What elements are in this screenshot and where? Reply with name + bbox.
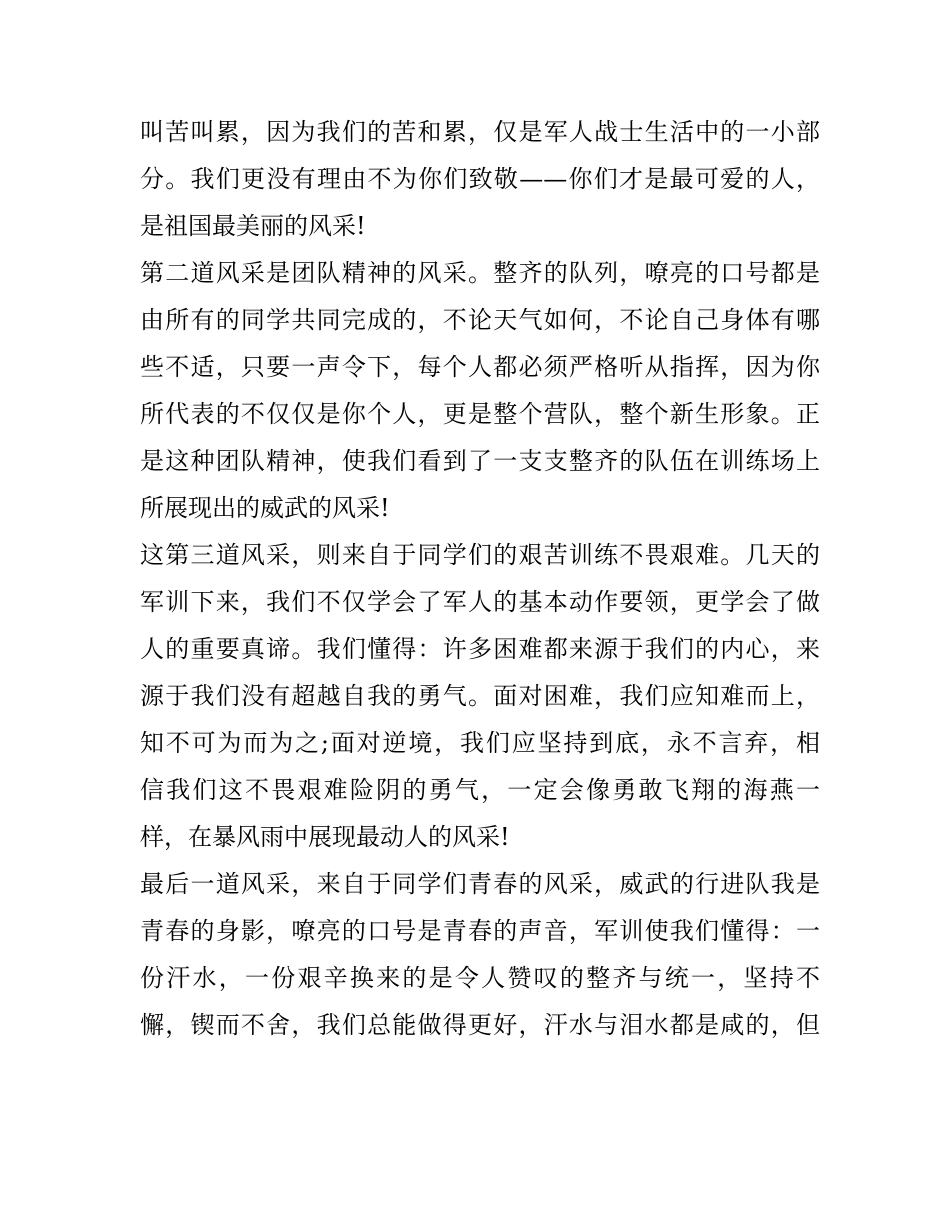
paragraph: [140, 109, 820, 250]
text-line: 份汗水，一份艰辛换来的是令人赞叹的整齐与统一，坚持不: [140, 964, 820, 992]
paragraph: [140, 532, 820, 861]
text-line: 青春的身影，嘹亮的口号是青春的声音，军训使我们懂得：一: [140, 917, 820, 945]
text-line: 这第三道风采，则来自于同学们的艰苦训练不畏艰难。几天的: [140, 541, 820, 569]
document-body: [140, 109, 820, 1049]
text-line: 军训下来，我们不仅学会了军人的基本动作要领，更学会了做: [140, 588, 820, 616]
text-line: 源于我们没有超越自我的勇气。面对困难，我们应知难而上，: [140, 682, 820, 710]
text-line: 所代表的不仅仅是你个人，更是整个营队，整个新生形象。正: [140, 400, 820, 428]
text-line: 样，在暴风雨中展现最动人的风采!: [140, 823, 510, 851]
paragraph: [140, 250, 820, 532]
text-line: 第二道风采是团队精神的风采。整齐的队列，嘹亮的口号都是: [140, 259, 820, 287]
text-line: 叫苦叫累，因为我们的苦和累，仅是军人战士生活中的一小部: [140, 118, 820, 146]
text-line: 信我们这不畏艰难险阴的勇气，一定会像勇敢飞翔的海燕一: [140, 776, 820, 804]
text-line: 由所有的同学共同完成的，不论天气如何，不论自己身体有哪: [140, 306, 820, 334]
paragraph: [140, 861, 820, 1049]
text-line: 分。我们更没有理由不为你们致敬——你们才是最可爱的人，: [140, 165, 820, 193]
text-line: 是这种团队精神，使我们看到了一支支整齐的队伍在训练场上: [140, 447, 820, 475]
text-line: 知不可为而为之;面对逆境，我们应坚持到底，永不言弃，相: [140, 729, 820, 757]
text-line: 人的重要真谛。我们懂得：许多困难都来源于我们的内心，来: [140, 635, 820, 663]
text-line: 所展现出的威武的风采!: [140, 494, 390, 522]
text-line: 是祖国最美丽的风采!: [140, 212, 366, 240]
text-line: 些不适，只要一声令下，每个人都必须严格听从指挥，因为你: [140, 353, 820, 381]
text-line: 懈，锲而不舍，我们总能做得更好，汗水与泪水都是咸的，但: [140, 1011, 820, 1039]
text-line: 最后一道风采，来自于同学们青春的风采，威武的行进队我是: [140, 870, 820, 898]
